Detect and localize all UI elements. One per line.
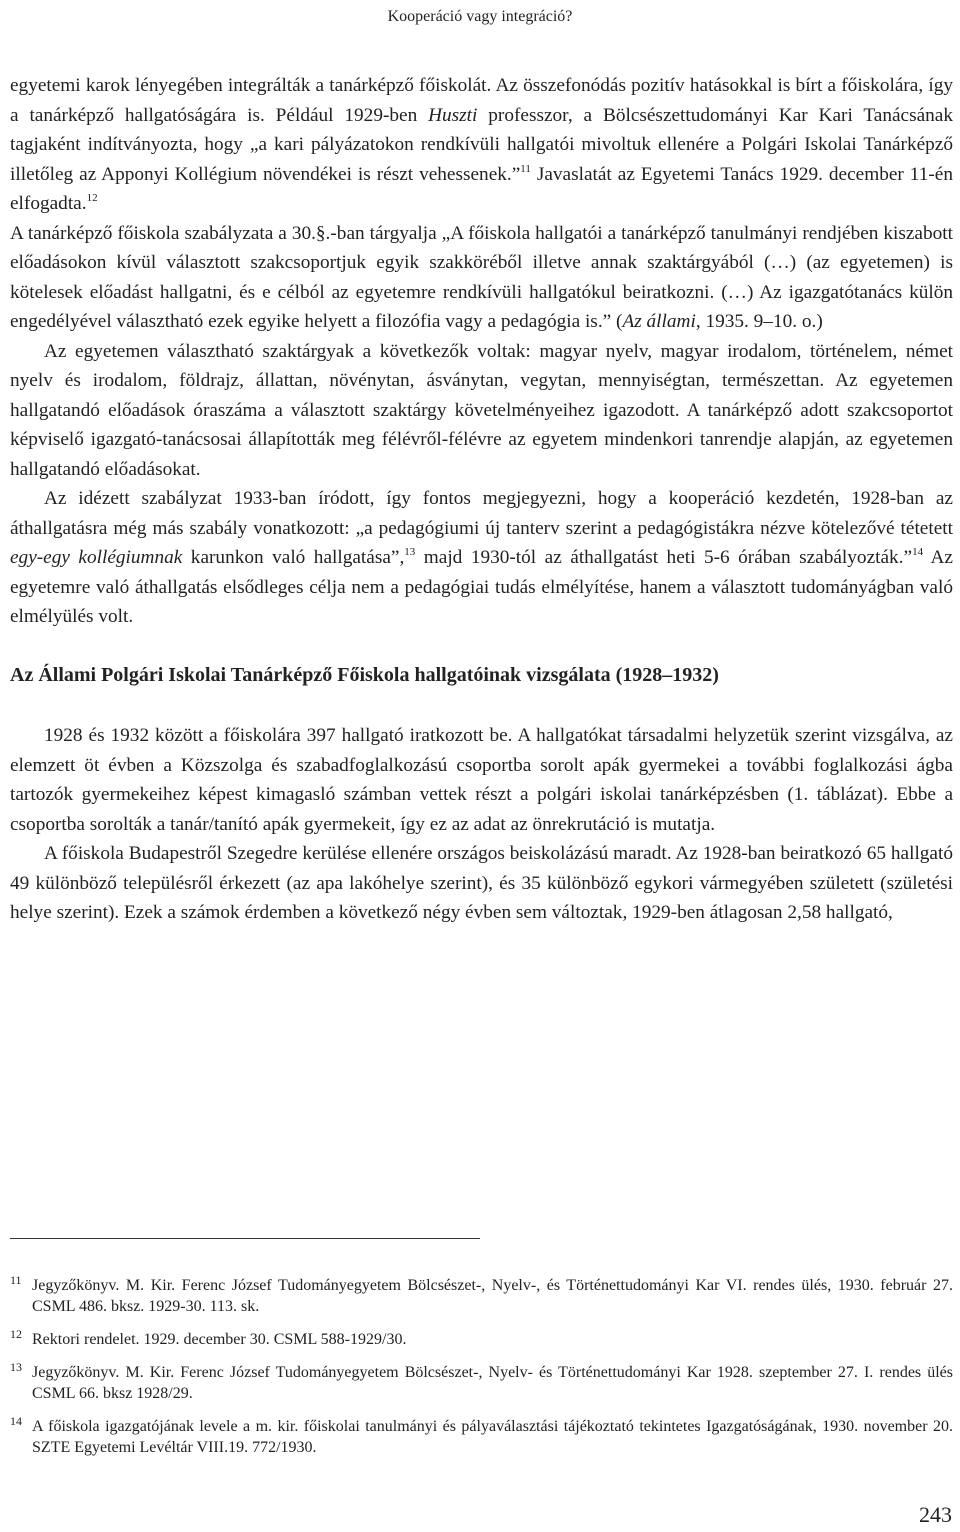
paragraph: 1928 és 1932 között a főiskolára 397 hallgató iratkozott be. A hallgatókat társadalmi helyzetük szerint vizsgálva, az elemzett öt évben a Közszolga és szabadfoglalkozású csoportba sorolt apák gyermekei a további foglalkozási ágba tartozók gyermekeihez képest kimagasló számban vettek részt a polgári iskolai tanárképzésben (1. táblázat). Ebbe a csoportba sorolták a tanár/tanító apák gyermekeit, így ez az adat az önrekrutáció is mutatja. [10, 725, 953, 835]
italic-source: Az állami [622, 311, 696, 332]
footnote-ref: 12 [86, 192, 98, 204]
footnote-text: Jegyzőkönyv. M. Kir. Ferenc József Tudományegyetem Bölcsészet-, Nyelv-, és Történettudományi Kar VI. rendes ülés, 1930. február 27. CSML 486. bksz. 1929-30. 113. sk. [32, 1277, 953, 1315]
page-number: 243 [919, 1502, 952, 1527]
paragraph: Az egyetemen választható szaktárgyak a következők voltak: magyar nyelv, magyar irodalom, történelem, német nyelv és irodalom, földrajz, állattan, növénytan, ásványtan, vegytan, mennyiségtan, természettan. Az egyetemen hallgatandó előadások óraszáma a választott szaktárgy követelményeihez igazodott. A tanárképző adott szakcsoportot képviselő igazgató-tanácsosai állapították meg félévről-félévre az egyetem mindenkori tanrendje alapján, az egyetemen hallgatandó előadásokat. [10, 340, 953, 480]
footnote-divider [10, 1238, 480, 1239]
footnotes [10, 1238, 953, 1470]
main-text [10, 71, 953, 928]
footnote [10, 1362, 953, 1404]
footnote-number: 11 [10, 1273, 22, 1287]
paragraph: egyetemi karok lényegében integrálták a tanárképző főiskolát. Az összefonódás pozitív hatásokkal is bírt a főiskolára, így a tanárképző hallgatóságára is. Például 1929-ben Huszti professzor, a Bölcsészettudományi Kar Kari Tanácsának tagjaként indítványozta, hogy „a kari pályázatokon rendkívüli hallgatói mivoltuk ellenére a Polgári Iskolai Tanárképző illetőleg az Apponyi Kollégium növendékei is részt vehessenek.”$^{11}$ Javaslatát az Egyetemi Tanács 1929. december 11-én elfogadta.$^{12}$ [10, 75, 953, 214]
footnote-text: Rektori rendelet. 1929. december 30. CSML 588-1929/30. [32, 1331, 407, 1348]
paragraph: A tanárképző főiskola szabályzata a 30.§.-ban tárgyalja „A főiskola hallgatói a tanárképző tanulmányi rendjében kiszabott előadásokon kívül választott szakcsoportjuk egyik szakköréből illetve annak szaktárgyából (…) (az egyetemen) is kötelesek előadást hallgatni, és e célból az egyetemre rendkívüli hallgatókul beiratkozni. (…) Az igazgatótanács külön engedélyével választható ezek egyike helyett a filozófia vagy a pedagógia is.” (Az állami, 1935. 9–10. o.) [10, 222, 953, 332]
footnote [10, 1275, 953, 1317]
italic-name: Huszti [428, 104, 478, 126]
running-header: Kooperáció vagy integráció? [387, 8, 573, 25]
footnote-ref: 11 [520, 162, 531, 175]
footnote [10, 1329, 953, 1350]
footnote-text: Jegyzőkönyv. M. Kir. Ferenc József Tudományegyetem Bölcsészet-, Nyelv- és Történettudományi Kar 1928. szeptember 27. I. rendes ülés CSML 66. bksz 1928/29. [32, 1364, 953, 1402]
footnote-number: 13 [10, 1360, 22, 1374]
section-title: Az Állami Polgári Iskolai Tanárképző Főiskola hallgatóinak vizsgálata (1928–1932) [10, 663, 719, 686]
footnote-number: 14 [10, 1414, 22, 1428]
footnote [10, 1416, 953, 1458]
paragraph: Az idézett szabályzat 1933-ban íródott, így fontos megjegyezni, hogy a kooperáció kezdetén, 1928-ban az áthallgatásra még más szabály vonatkozott: „a pedagógiumi új tanterv szerint a pedagógistákra nézve kötelezővé tétetett egy-egy kollégiumnak karunkon való hallgatása”,$^{13}$ majd 1930-tól az áthallgatást heti 5-6 órában szabályozták.”$^{14}$ Az egyetemre való áthallgatás elsődleges célja nem a pedagógiai tudás elmélyítése, hanem a választott tudományágban való elmélyülés volt. [10, 488, 953, 627]
footnote-ref: 13 [404, 546, 416, 558]
footnote-ref: 14 [912, 546, 924, 558]
footnote-number: 12 [10, 1327, 22, 1341]
footnote-text: A főiskola igazgatójának levele a m. kir. főiskolai tanulmányi és pályaválasztási tájékoztató tekintetes Igazgatóságának, 1930. november 20. SZTE Egyetemi Levéltár VIII.19. 772/1930. [32, 1418, 953, 1456]
italic-phrase: egy-egy kollégiumnak [10, 547, 183, 568]
paragraph: A főiskola Budapestről Szegedre kerülése ellenére országos beiskolázású maradt. Az 1928-ban beiratkozó 65 hallgató 49 különböző településről érkezett (az apa lakóhelye szerint), és 35 különböző egykori vármegyében született (születési helye szerint). Ezek a számok érdemben a következő négy évben sem változtak, 1929-ben átlagosan 2,58 hallgató, [10, 843, 953, 923]
